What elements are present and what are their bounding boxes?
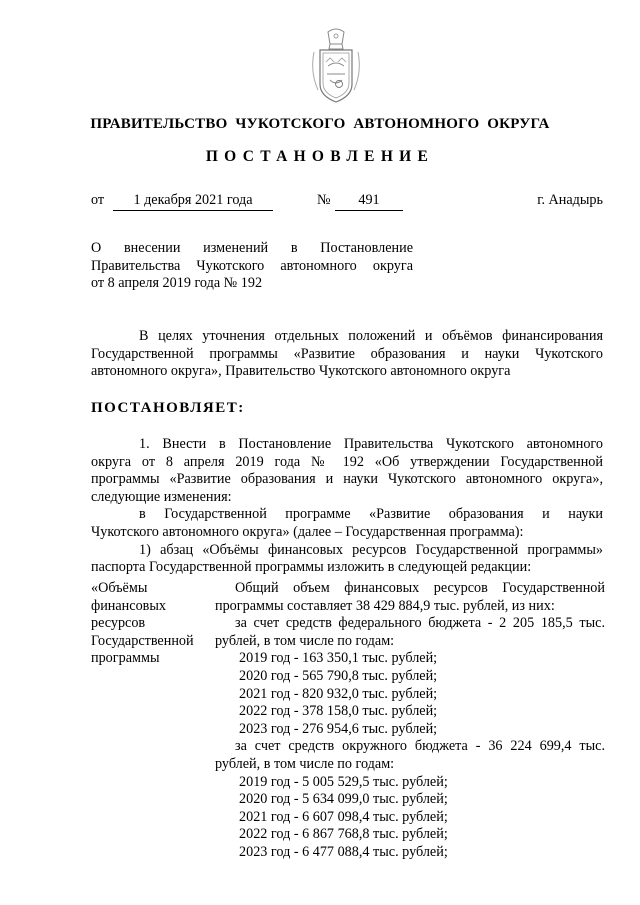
federal-line: за счет средств федерального бюджета - 2 205 185,5 тыс. [235, 615, 605, 632]
table-label-line: «Объёмы [91, 580, 148, 596]
from-label: от [91, 192, 105, 208]
item-1 [91, 436, 603, 577]
decree-date: 1 декабря 2021 года [113, 192, 273, 211]
table-label-line: финансовых [91, 597, 166, 614]
preamble-line: В целях уточнения отдельных положений и объёмов финансирования [139, 328, 603, 344]
district-line: за счет средств окружного бюджета - 36 224 699,4 тыс. [235, 738, 605, 755]
item-1-1-line: 1) абзац «Объёмы финансовых ресурсов Государственной программы» [139, 541, 603, 558]
table-label-cell [91, 580, 211, 668]
table-label-line: ресурсов [91, 615, 146, 632]
government-title: ПРАВИТЕЛЬСТВО ЧУКОТСКОГО АВТОНОМНОГО ОКРУГА [90, 116, 550, 132]
district-year-line: 2021 год - 6 607 098,4 тыс. рублей; [239, 808, 448, 825]
federal-year-line: 2019 год - 163 350,1 тыс. рублей; [239, 650, 438, 667]
table-label-line: программы [91, 650, 160, 667]
district-year-line: 2022 год - 6 867 768,8 тыс. рублей; [239, 826, 448, 843]
district-year-line: 2019 год - 5 005 529,5 тыс. рублей; [239, 773, 448, 790]
item-1-line: округа от 8 апреля 2019 года № 192 «Об утверждении Государственной [91, 453, 603, 470]
place: г. Анадырь [537, 192, 603, 208]
item-1-intro-line: Чукотского автономного округа» (далее – Государственная программа): [91, 523, 524, 540]
resolves-heading: ПОСТАНОВЛЯЕТ: [91, 400, 245, 416]
preamble [91, 328, 603, 381]
item-1-intro-line: в Государственной программе «Развитие образования и науки [139, 506, 603, 523]
decree-number: 491 [335, 192, 403, 211]
total-line: программы составляет 38 429 884,9 тыс. рублей, из них: [215, 597, 555, 614]
preamble-line: автономного округа», Правительство Чукотского автономного округа [91, 363, 511, 380]
preamble-line: Государственной программы «Развитие образования и науки Чукотского [91, 345, 603, 362]
table-value-cell [215, 580, 605, 862]
district-year-line: 2023 год - 6 477 088,4 тыс. рублей; [239, 843, 448, 860]
district-year-line: 2020 год - 5 634 099,0 тыс. рублей; [239, 791, 448, 808]
subject-line: О внесении изменений в Постановление [91, 240, 413, 256]
district-line: рублей, в том числе по годам: [215, 755, 395, 772]
item-1-line: программы «Развитие образования и науки Чукотского автономного округа», [91, 471, 603, 488]
federal-year-line: 2023 год - 276 954,6 тыс. рублей; [239, 720, 438, 737]
federal-year-line: 2021 год - 820 932,0 тыс. рублей; [239, 685, 438, 702]
item-1-1-line: паспорта Государственной программы изложить в следующей редакции: [91, 559, 532, 576]
total-line: Общий объем финансовых ресурсов Государственной [235, 580, 605, 596]
item-1-line: 1. Внести в Постановление Правительства Чукотского автономного [139, 436, 603, 452]
date-number-row [91, 192, 603, 210]
decree-title: ПОСТАНОВЛЕНИЕ [205, 148, 435, 165]
federal-year-line: 2020 год - 565 790,8 тыс. рублей; [239, 667, 438, 684]
table-label-line: Государственной [91, 632, 194, 649]
subject-line: от 8 апреля 2019 года № 192 [91, 275, 263, 292]
subject-line: Правительства Чукотского автономного округа [91, 257, 413, 274]
number-label: № [317, 192, 331, 208]
item-1-line: следующие изменения: [91, 488, 232, 505]
federal-line: рублей, в том числе по годам: [215, 632, 395, 649]
federal-year-line: 2022 год - 378 158,0 тыс. рублей; [239, 703, 438, 720]
decree-subject [91, 240, 413, 293]
coat-of-arms-emblem [306, 22, 366, 108]
